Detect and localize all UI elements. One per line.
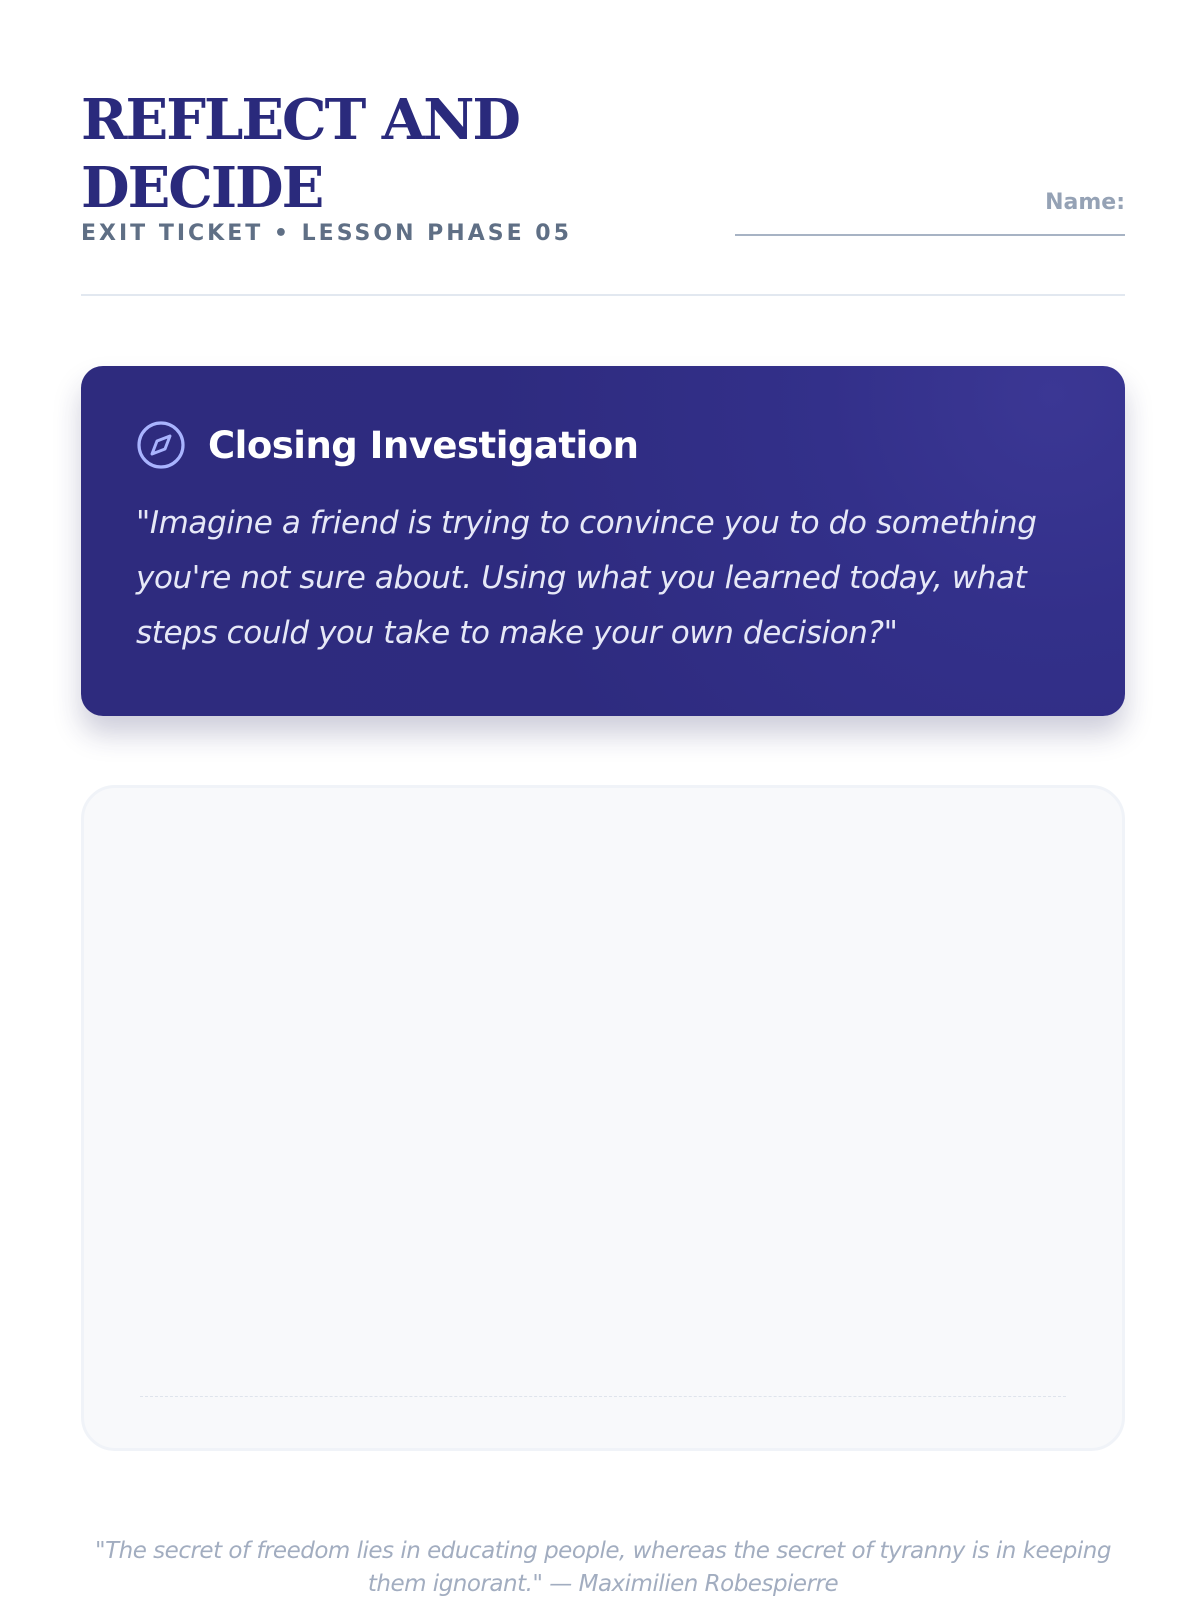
answer-area[interactable]	[81, 785, 1125, 1451]
header-divider	[81, 294, 1125, 296]
name-field[interactable]	[735, 190, 1125, 234]
footer-quote: "The secret of freedom lies in educating people, whereas the secret of tyranny is in keeping them ignorant." — Maximilien Robespierre	[95, 1538, 1111, 1597]
name-line[interactable]	[735, 234, 1125, 236]
answer-line	[140, 1396, 1066, 1397]
prompt-question: "Imagine a friend is trying to convince you to do something you're not sure about. Using what you learned today, what steps could you take to make your own decision?"	[136, 505, 1037, 651]
prompt-title: Closing Investigation	[208, 423, 639, 467]
page-subtitle: EXIT TICKET • LESSON PHASE 05	[81, 221, 572, 246]
compass-icon	[136, 420, 186, 470]
page-title: REFLECT AND DECIDE	[81, 87, 519, 221]
prompt-heading	[136, 418, 1069, 472]
worksheet-header	[81, 86, 1125, 246]
prompt-card	[81, 366, 1125, 716]
name-label: Name:	[1045, 190, 1125, 215]
